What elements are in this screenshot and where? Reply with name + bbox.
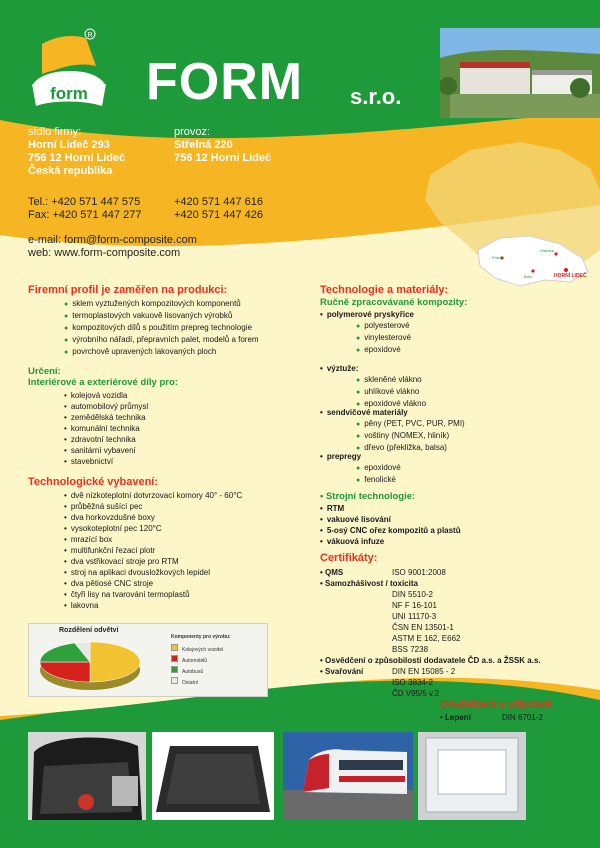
trunk-mat-photo — [152, 732, 274, 820]
welding-value: ČD V95/5 v.2 — [392, 689, 439, 698]
list-item: ● polyesterové — [356, 320, 411, 332]
technology-subtitle: Ručně zpracovávané kompozity: — [320, 297, 468, 308]
legend-item — [171, 666, 223, 677]
fax-left: Fax: +420 571 447 277 — [28, 209, 142, 221]
list-item: • stavebnictví — [64, 456, 148, 467]
chart-legend — [171, 644, 223, 688]
map-label: HORNÍ LIDEČ — [554, 273, 587, 279]
fire-value: BSS 7238 — [392, 645, 429, 654]
legend-label: Ostatní — [182, 680, 199, 686]
prod-label: provoz: — [174, 126, 211, 138]
welding-values — [392, 666, 455, 699]
list-item: • 5-osý CNC ořez kompozitů a plastů — [320, 525, 461, 536]
legend-swatch — [171, 655, 178, 662]
technology-title: Technologie a materiály: — [320, 284, 449, 296]
list-item: • zdravotní technika — [64, 434, 148, 445]
list-item: ● voštiny (NOMEX, hliník) — [356, 430, 465, 442]
email-link[interactable]: e-mail: form@form-composite.com — [28, 234, 197, 246]
list-item: • vysokoteplotní pec 120°C — [64, 523, 242, 534]
pending-value: DIN 6701-2 — [502, 713, 543, 722]
reinf-list — [356, 374, 426, 410]
svg-text:R: R — [87, 32, 93, 39]
list-item: • RTM — [320, 503, 461, 514]
list-item: ● kompozitových dílů s použitím prepreg technologie — [64, 322, 259, 334]
prod-line-1: Střelná 220 — [174, 139, 233, 151]
fire-value: UNI 11170-3 — [392, 612, 437, 621]
hq-line-3: Česká republika — [28, 165, 113, 177]
list-item: • vakuové lisování — [320, 514, 461, 525]
list-item: • lakovna — [64, 600, 242, 611]
production-address — [174, 126, 271, 165]
brand-title: FORM — [146, 53, 304, 111]
legend-swatch — [171, 677, 178, 684]
list-item: ● fenolické — [356, 474, 401, 486]
legend-label: Kolejových vozidel — [182, 647, 224, 653]
welding-cert: • Svařování — [320, 667, 364, 676]
list-item: • průběžná sušící pec — [64, 501, 242, 512]
fire-label: Samozhášivost / toxicita — [325, 579, 418, 588]
tel-left: Tel.: +420 571 447 575 — [28, 196, 141, 208]
list-item: • komunální technika — [64, 423, 148, 434]
list-item: • čtyři lisy na tvarování termoplastů — [64, 589, 242, 600]
welding-value: DIN EN 15085 - 2 — [392, 667, 456, 676]
sandwich-list — [356, 418, 465, 454]
list-item: ● sklem vyztužených kompozitových komponentů — [64, 298, 259, 310]
supplier-text: Osvědčení o způsobilosti dodavatele ČD a.s. a ŽSSK a.s. — [325, 656, 541, 665]
list-item: • dva pětiosé CNC stroje — [64, 578, 242, 589]
factory-photo — [440, 28, 600, 118]
brand-suffix: s.r.o. — [350, 84, 402, 109]
fire-value: ČSN EN 13501-1 — [392, 623, 454, 632]
usage-list — [64, 390, 148, 467]
legend-label: Automobilů — [182, 658, 208, 664]
list-item: ● povrchově upravených lakovaných ploch — [64, 346, 259, 358]
phones-right — [174, 196, 263, 222]
fire-values — [392, 589, 460, 655]
list-item: • vákuová infuze — [320, 536, 461, 547]
hq-line-2: 756 12 Horní Lideč — [28, 152, 126, 164]
train-photo — [283, 732, 413, 820]
tel-right: +420 571 447 616 — [174, 196, 264, 208]
usage-subtitle: Interiérové a exteriérové díly pro: — [28, 377, 178, 388]
machine-title: • Strojní technologie: — [320, 491, 416, 502]
online-contact — [28, 234, 197, 260]
legend-title: Komponenty pro výrobu: — [171, 634, 231, 640]
pending-label: Lepení — [445, 713, 471, 722]
fax-right: +420 571 447 426 — [174, 209, 264, 221]
list-item: • dva vstřikovací stroje pro RTM — [64, 556, 242, 567]
list-item: • automobilový průmysl — [64, 401, 148, 412]
list-item: • kolejová vozidla — [64, 390, 148, 401]
list-item: • multifunkční řezací plotr — [64, 545, 242, 556]
prepreg-list — [356, 462, 401, 486]
prod-line-2: 756 12 Horní Lideč — [174, 152, 272, 164]
welding-label: Svařování — [325, 667, 364, 676]
machine-title-text: Strojní technologie: — [325, 491, 416, 502]
usage-title: Určení: — [28, 366, 61, 377]
sandwich-label: • sendvičové materiály — [320, 407, 408, 418]
equipment-title: Technologické vybavení: — [28, 476, 159, 488]
profile-list — [64, 298, 259, 358]
list-item: • dvě nízkoteplotní dotvrzovací komory 40° - 60°C — [64, 490, 242, 501]
resins-list — [356, 320, 411, 356]
composite-panel-photo — [418, 732, 526, 820]
hq-label: sídlo firmy: — [28, 126, 82, 138]
hq-line-1: Horní Lideč 293 — [28, 139, 110, 151]
fire-value: DIN 5510-2 — [392, 590, 433, 599]
pending-title: Osvědčení v přípravě: — [440, 699, 555, 711]
list-item: • zemědělská technika — [64, 412, 148, 423]
reinf-label: • výztuže: — [320, 363, 358, 374]
list-item: ● pěny (PET, PVC, PUR, PMI) — [356, 418, 465, 430]
map-city-1: Praha — [492, 255, 503, 260]
legend-item — [171, 677, 223, 688]
qms-label: QMS — [325, 568, 344, 577]
legend-label: Autobusů — [182, 669, 204, 675]
list-item: • mrazící box — [64, 534, 242, 545]
prepreg-label: • prepregy — [320, 451, 361, 462]
sandwich-heading — [320, 407, 408, 418]
legend-swatch — [171, 666, 178, 673]
reinf-heading — [320, 363, 358, 374]
legend-item — [171, 655, 223, 666]
legend-swatch — [171, 644, 178, 651]
certificates-block: • QMS • Samozhášivost / toxicita — [320, 568, 418, 588]
list-item: • dva horkovzdušné boxy — [64, 512, 242, 523]
qms-value: ISO 9001:2008 — [392, 568, 446, 577]
machine-list — [320, 503, 461, 547]
list-item: ● epoxidové — [356, 344, 411, 356]
web-link[interactable]: web: www.form-composite.com — [28, 247, 181, 259]
list-item: • stroj na aplikaci dvousložkových lepidel — [64, 567, 242, 578]
list-item: ● uhlíkové vlákno — [356, 386, 426, 398]
supplier-cert: • Osvědčení o způsobilosti dodavatele ČD a.s. a ŽSSK a.s. — [320, 656, 541, 665]
list-item: ● vinylesterové — [356, 332, 411, 344]
legend-item — [171, 644, 223, 655]
resins-label: • polymerové pryskyřice — [320, 309, 414, 320]
sector-chart — [28, 623, 268, 697]
pending-cert: • Lepení — [440, 713, 471, 722]
list-item: ● skleněné vlákno — [356, 374, 426, 386]
hq-address — [28, 126, 125, 178]
list-item: ● dřevo (překližka, balsa) — [356, 442, 465, 454]
list-item: ● epoxidové — [356, 462, 401, 474]
profile-title: Firemní profil je zaměřen na produkci: — [28, 284, 228, 296]
welding-value: ISO 3834-2 — [392, 678, 433, 687]
fire-value: ASTM E 162, E662 — [392, 634, 461, 643]
list-item: ● výrobního nářadí, přepravních palet, modelů a forem — [64, 334, 259, 346]
equipment-list — [64, 490, 242, 611]
prepreg-heading — [320, 451, 361, 462]
form-logo — [28, 28, 108, 110]
chart-title: Rozdělení odvětví — [59, 627, 119, 634]
resins-heading — [320, 309, 414, 320]
map-city-3: Brno — [524, 274, 533, 279]
fire-value: NF F 16-101 — [392, 601, 437, 610]
list-item: ● epoxidové vlákno — [356, 398, 426, 410]
certificates-title: Certifikáty: — [320, 552, 378, 564]
list-item: • sanitární vybavení — [64, 445, 148, 456]
svg-text:form: form — [50, 84, 88, 103]
pie-chart — [35, 638, 145, 694]
map-city-2: Ostrava — [540, 248, 555, 253]
phones-left — [28, 196, 141, 222]
car-trunk-photo — [28, 732, 146, 820]
list-item: ● termoplastových vakuově lisovaných výrobků — [64, 310, 259, 322]
